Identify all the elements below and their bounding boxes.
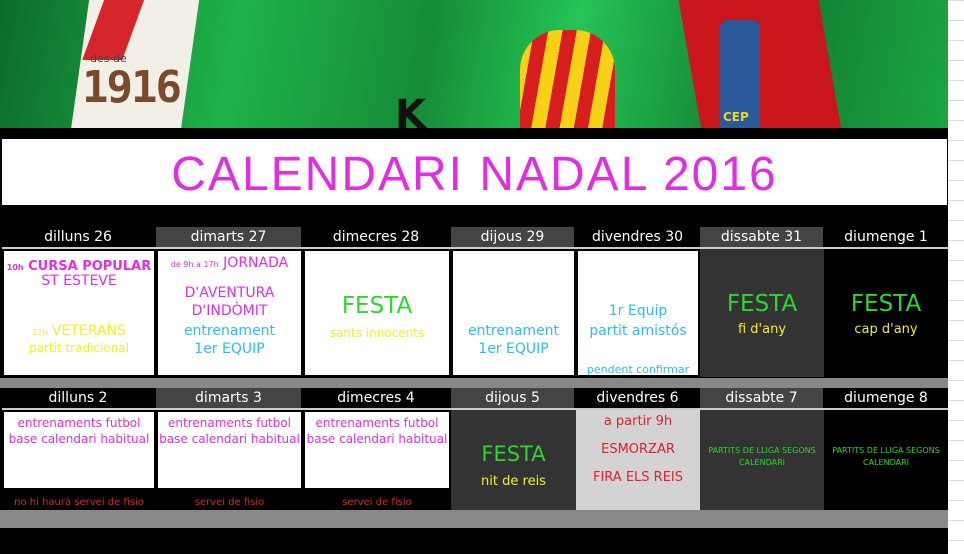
day-cell-sun-1: FESTA cap d'any xyxy=(824,249,948,377)
week-separator xyxy=(0,378,948,388)
day-cell-wed-4: entrenaments futbol base calendari habitual xyxy=(303,410,451,490)
photo-text-small: des de xyxy=(90,52,127,65)
day-cell-fri-6: a partir 9h ESMORZAR FIRA ELS REIS xyxy=(576,410,700,510)
day-cell-sun-8: PARTITS DE LLIGA SEGONS CALENDARI xyxy=(824,410,948,510)
fisio-note: servei de fisio xyxy=(342,497,412,508)
day-header: diumenge 1 xyxy=(824,227,948,247)
day-header: dimarts 3 xyxy=(156,388,301,408)
day-header: divendres 6 xyxy=(576,388,699,408)
day-header: dijous 5 xyxy=(451,388,574,408)
day-header: dijous 29 xyxy=(451,227,574,247)
photo-year: 1916 xyxy=(82,62,180,113)
day-cell-mon-26: 10h CURSA POPULAR ST ESTEVE 12h VETERANS partit tradicional xyxy=(2,249,156,377)
day-header: dilluns 26 xyxy=(2,227,154,247)
day-cell-sat-7: PARTITS DE LLIGA SEGONS CALENDARI xyxy=(700,410,824,510)
fisio-note: servei de fisio xyxy=(194,497,265,508)
day-cell-sat-31: FESTA fi d'any xyxy=(700,249,824,377)
fisio-note: no hi haurà servei de fisio xyxy=(14,497,144,508)
day-cell-tue-27: de 9h a 17h JORNADA D'AVENTURA D'INDÒMIT entrenament 1er EQUIP xyxy=(156,249,303,377)
day-cell-tue-3: entrenaments futbol base calendari habitual xyxy=(156,410,303,490)
senyera-stripes xyxy=(520,30,615,128)
day-header: dilluns 2 xyxy=(2,388,154,408)
day-header: dimecres 28 xyxy=(303,227,449,247)
club-crest-icon: CEP xyxy=(720,20,760,128)
day-cell-thu-5: FESTA nit de reis xyxy=(451,410,576,510)
footer-bar xyxy=(0,510,948,528)
header-photo xyxy=(0,0,948,128)
day-header: dimarts 27 xyxy=(156,227,301,247)
day-cell-thu-29: entrenament 1er EQUIP xyxy=(451,249,576,377)
day-header: divendres 30 xyxy=(576,227,699,247)
day-cell-fri-30: 1r Equip partit amistós pendent confirmar xyxy=(576,249,700,377)
day-header: dissabte 31 xyxy=(700,227,823,247)
spreadsheet-grid xyxy=(948,0,964,554)
day-header: dimecres 4 xyxy=(303,388,449,408)
day-header: dissabte 7 xyxy=(700,388,823,408)
day-header: diumenge 8 xyxy=(824,388,948,408)
day-cell-wed-28: FESTA sants innocents xyxy=(303,249,451,377)
photo-letter: K xyxy=(395,92,426,128)
page-title: CALENDARI NADAL 2016 xyxy=(2,139,947,205)
day-cell-mon-2: entrenaments futbol base calendari habitual xyxy=(2,410,156,490)
